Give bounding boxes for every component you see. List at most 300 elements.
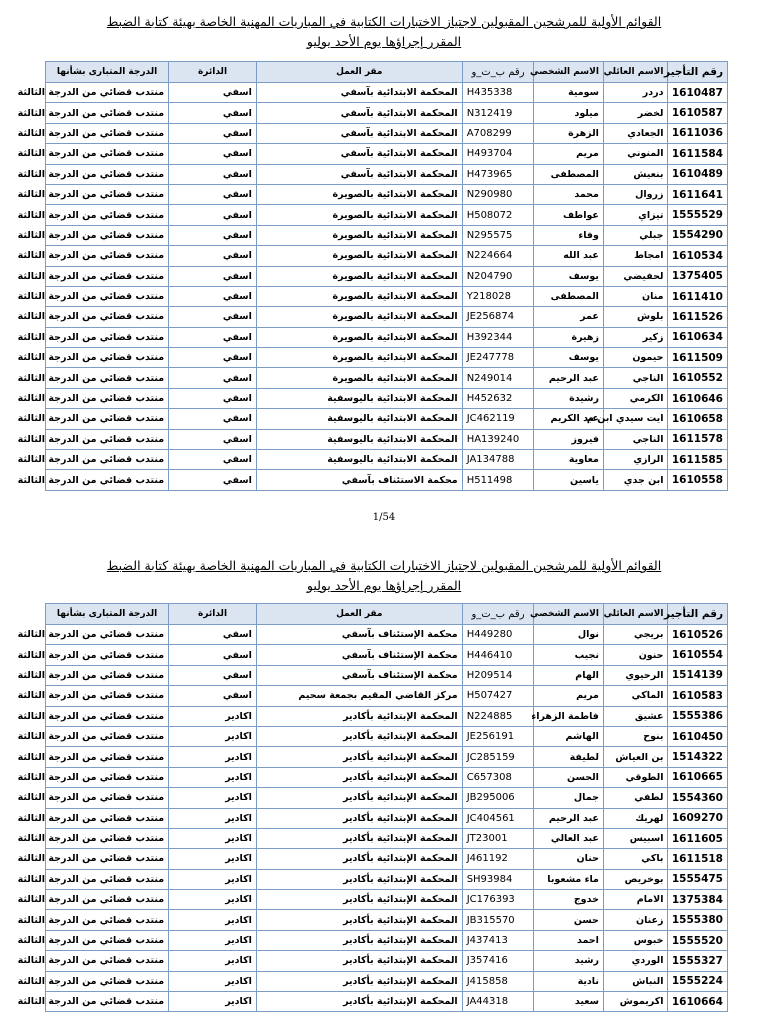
table-row: [46, 992, 728, 1012]
cell-workplace: المحكمة الإبتدائية بأكادير: [256, 767, 462, 787]
cell-workplace: المحكمة الإبتدائية بأكادير: [256, 869, 462, 889]
cell-first-name: عبد الرحيم: [534, 368, 604, 388]
cell-grade: منتدب قضائي من الدرجة الثالثة: [46, 83, 169, 103]
cell-grade: منتدب قضائي من الدرجة الثالثة: [46, 409, 169, 429]
table-row: [46, 706, 728, 726]
cell-workplace: المحكمة الابتدائية بالصويرة: [256, 368, 462, 388]
table-row: [46, 890, 728, 910]
table-body: [17, 625, 728, 1012]
cell-cin: H511498: [462, 470, 534, 490]
cell-cin: J357416: [462, 951, 534, 971]
cell-circuit: اسفي: [169, 348, 257, 368]
candidates-table: [17, 61, 728, 491]
cell-grade: منتدب قضائي من الدرجة الثالثة: [46, 164, 169, 184]
cell-family-name: منان: [603, 286, 668, 306]
cell-first-name: يوسف: [534, 266, 604, 286]
cell-first-name: حسن: [534, 910, 604, 930]
cell-workplace: المحكمة الإبتدائية بأكادير: [256, 788, 462, 808]
cell-first-name: عواطف: [534, 205, 604, 225]
table-row: [46, 184, 728, 204]
table-row: [46, 808, 728, 828]
cell-family-name: الطوقي: [603, 767, 668, 787]
cell-cin: SH93984: [462, 869, 534, 889]
cell-first-name: فاطمة الزهراء: [534, 706, 604, 726]
cell-circuit: اسفي: [169, 123, 257, 143]
cell-id: 1611578: [668, 429, 728, 449]
cell-circuit: اكادير: [169, 747, 257, 767]
cell-workplace: محكمة الإستئناف بآسفي: [256, 665, 462, 685]
table-row: [46, 327, 728, 347]
cell-workplace: المحكمة الابتدائية باليوسفية: [256, 429, 462, 449]
table-row: [46, 747, 728, 767]
cell-workplace: المحكمة الإبتدائية بأكادير: [256, 828, 462, 848]
cell-grade: منتدب قضائي من الدرجة الثالثة: [46, 665, 169, 685]
cell-grade: منتدب قضائي من الدرجة الثالثة: [46, 625, 169, 645]
cell-id: 1375405: [668, 266, 728, 286]
candidates-table: [17, 603, 728, 1012]
cell-grade: منتدب قضائي من الدرجة الثالثة: [46, 286, 169, 306]
cell-family-name: الامام: [603, 890, 668, 910]
table-row: [46, 246, 728, 266]
cell-circuit: اسفي: [169, 144, 257, 164]
cell-workplace: المحكمة الإبتدائية بأكادير: [256, 951, 462, 971]
cell-workplace: المحكمة الابتدائية بآسفي: [256, 144, 462, 164]
cell-first-name: الهام: [534, 665, 604, 685]
cell-family-name: المنوني: [603, 144, 668, 164]
cell-family-name: الماكي: [603, 686, 668, 706]
cell-circuit: اسفي: [169, 307, 257, 327]
cell-cin: H435338: [462, 83, 534, 103]
table-row: [46, 83, 728, 103]
cell-grade: منتدب قضائي من الدرجة الثالثة: [46, 869, 169, 889]
cell-cin: H452632: [462, 388, 534, 408]
cell-grade: منتدب قضائي من الدرجة الثالثة: [46, 890, 169, 910]
cell-family-name: زكير: [603, 327, 668, 347]
cell-circuit: اكادير: [169, 869, 257, 889]
header-circuit: الدائرة: [169, 604, 257, 625]
cell-cin: J415858: [462, 971, 534, 991]
cell-id: 1555520: [668, 930, 728, 950]
cell-workplace: المحكمة الإبتدائية بأكادير: [256, 747, 462, 767]
cell-first-name: يوسف: [534, 348, 604, 368]
cell-id: 1610489: [668, 164, 728, 184]
table-row: [46, 388, 728, 408]
cell-first-name: رشيد: [534, 951, 604, 971]
cell-family-name: الجعادي: [603, 123, 668, 143]
table-row: [46, 686, 728, 706]
header-family-name: الاسم العائلي: [603, 604, 668, 625]
cell-circuit: اسفي: [169, 205, 257, 225]
cell-circuit: اسفي: [169, 686, 257, 706]
cell-circuit: اسفي: [169, 625, 257, 645]
cell-workplace: المحكمة الإبتدائية بأكادير: [256, 726, 462, 746]
table-row: [46, 828, 728, 848]
table-header-row: [46, 62, 728, 83]
cell-cin: JB315570: [462, 910, 534, 930]
cell-first-name: الهاشم: [534, 726, 604, 746]
cell-family-name: بريجي: [603, 625, 668, 645]
table-row: [46, 368, 728, 388]
table-row: [46, 409, 728, 429]
cell-circuit: اسفي: [169, 266, 257, 286]
cell-first-name: مريم: [534, 686, 604, 706]
cell-grade: منتدب قضائي من الدرجة الثالثة: [46, 205, 169, 225]
cell-circuit: اسفي: [169, 103, 257, 123]
cell-family-name: بلوش: [603, 307, 668, 327]
cell-family-name: حيمون: [603, 348, 668, 368]
cell-cin: H508072: [462, 205, 534, 225]
page-subtitle: [0, 578, 768, 594]
cell-cin: J437413: [462, 930, 534, 950]
cell-grade: منتدب قضائي من الدرجة الثالثة: [46, 266, 169, 286]
cell-workplace: المحكمة الابتدائية بالصويرة: [256, 266, 462, 286]
table-row: [46, 767, 728, 787]
cell-workplace: المحكمة الابتدائية بالصويرة: [256, 307, 462, 327]
cell-grade: منتدب قضائي من الدرجة الثالثة: [46, 103, 169, 123]
cell-grade: منتدب قضائي من الدرجة الثالثة: [46, 307, 169, 327]
cell-first-name: ماء مشعوبا: [534, 869, 604, 889]
cell-circuit: اكادير: [169, 971, 257, 991]
cell-circuit: اسفي: [169, 645, 257, 665]
cell-circuit: اسفي: [169, 388, 257, 408]
cell-family-name: اكريموش: [603, 992, 668, 1012]
cell-id: 1610552: [668, 368, 728, 388]
table-row: [46, 951, 728, 971]
cell-id: 1555327: [668, 951, 728, 971]
cell-family-name: الوردي: [603, 951, 668, 971]
cell-circuit: اكادير: [169, 828, 257, 848]
cell-id: 1609270: [668, 808, 728, 828]
cell-cin: H392344: [462, 327, 534, 347]
cell-workplace: مركز القاضي المقيم بجمعة سحيم: [256, 686, 462, 706]
header-workplace: مقر العمل: [256, 62, 462, 83]
cell-workplace: المحكمة الابتدائية بالصويرة: [256, 348, 462, 368]
cell-id: 1554290: [668, 225, 728, 245]
cell-id: 1611605: [668, 828, 728, 848]
table-row: [46, 286, 728, 306]
cell-first-name: رشيدة: [534, 388, 604, 408]
cell-id: 1555475: [668, 869, 728, 889]
header-circuit: الدائرة: [169, 62, 257, 83]
header-first-name: الاسم الشخصي: [534, 62, 604, 83]
cell-family-name: تيزاي: [603, 205, 668, 225]
cell-id: 1610534: [668, 246, 728, 266]
table-row: [46, 103, 728, 123]
table-row: [46, 225, 728, 245]
cell-first-name: عبد العالي: [534, 828, 604, 848]
cell-family-name: اسبيس: [603, 828, 668, 848]
cell-family-name: امجاط: [603, 246, 668, 266]
cell-id: 1610558: [668, 470, 728, 490]
table-row: [46, 869, 728, 889]
cell-workplace: المحكمة الابتدائية بالصويرة: [256, 225, 462, 245]
cell-family-name: ايت سيدي ابن م: [603, 409, 668, 429]
cell-id: 1610554: [668, 645, 728, 665]
cell-circuit: اكادير: [169, 706, 257, 726]
cell-workplace: المحكمة الابتدائية بالصويرة: [256, 327, 462, 347]
cell-id: 1611518: [668, 849, 728, 869]
cell-first-name: الزهرة: [534, 123, 604, 143]
cell-first-name: ياسين: [534, 470, 604, 490]
cell-circuit: اكادير: [169, 849, 257, 869]
cell-first-name: سومية: [534, 83, 604, 103]
cell-grade: منتدب قضائي من الدرجة الثالثة: [46, 327, 169, 347]
cell-first-name: فيروز: [534, 429, 604, 449]
cell-circuit: اسفي: [169, 450, 257, 470]
cell-circuit: اسفي: [169, 286, 257, 306]
cell-cin: C657308: [462, 767, 534, 787]
cell-id: 1610646: [668, 388, 728, 408]
cell-grade: منتدب قضائي من الدرجة الثالثة: [46, 747, 169, 767]
cell-id: 1514139: [668, 665, 728, 685]
cell-cin: JA134788: [462, 450, 534, 470]
cell-first-name: سعيد: [534, 992, 604, 1012]
table-row: [46, 849, 728, 869]
cell-grade: منتدب قضائي من الدرجة الثالثة: [46, 849, 169, 869]
cell-grade: منتدب قضائي من الدرجة الثالثة: [46, 971, 169, 991]
cell-grade: منتدب قضائي من الدرجة الثالثة: [46, 184, 169, 204]
cell-family-name: لطفي: [603, 788, 668, 808]
cell-cin: N290980: [462, 184, 534, 204]
cell-first-name: معاوية: [534, 450, 604, 470]
cell-circuit: اسفي: [169, 83, 257, 103]
cell-grade: منتدب قضائي من الدرجة الثالثة: [46, 450, 169, 470]
cell-circuit: اسفي: [169, 665, 257, 685]
cell-first-name: عبد الرحيم: [534, 808, 604, 828]
table-row: [46, 266, 728, 286]
cell-cin: HA139240: [462, 429, 534, 449]
cell-id: 1610450: [668, 726, 728, 746]
subtitle-date: المقرر إجراؤها يوم الأحد يوليو: [306, 578, 462, 593]
cell-first-name: خدوج: [534, 890, 604, 910]
cell-id: 1610583: [668, 686, 728, 706]
cell-circuit: اسفي: [169, 409, 257, 429]
cell-first-name: زهيرة: [534, 327, 604, 347]
cell-circuit: اسفي: [169, 429, 257, 449]
header-id: رقم التأجير: [668, 62, 728, 83]
cell-family-name: بنعيش: [603, 164, 668, 184]
cell-family-name: دردر: [603, 83, 668, 103]
cell-id: 1611585: [668, 450, 728, 470]
cell-grade: منتدب قضائي من الدرجة الثالثة: [46, 348, 169, 368]
cell-workplace: المحكمة الإبتدائية بأكادير: [256, 910, 462, 930]
cell-grade: منتدب قضائي من الدرجة الثالثة: [46, 144, 169, 164]
cell-family-name: النباش: [603, 971, 668, 991]
cell-workplace: المحكمة الابتدائية باليوسفية: [256, 450, 462, 470]
cell-first-name: محمد: [534, 184, 604, 204]
cell-id: 1611641: [668, 184, 728, 204]
cell-id: 1610587: [668, 103, 728, 123]
cell-cin: N204790: [462, 266, 534, 286]
cell-id: 1555224: [668, 971, 728, 991]
table-row: [46, 788, 728, 808]
cell-family-name: زروال: [603, 184, 668, 204]
cell-first-name: حنان: [534, 849, 604, 869]
cell-id: 1610665: [668, 767, 728, 787]
cell-family-name: لحفيضي: [603, 266, 668, 286]
page-title: القوائم الأولية للمرشحين المقبولين لاجتياز الاختبارات الكتابية في المباريات المهنية الخاصة بهيئة كتابة الضبط: [106, 14, 662, 29]
cell-cin: JA44318: [462, 992, 534, 1012]
table-row: [46, 910, 728, 930]
cell-workplace: محكمة الإستئناف بآسفي: [256, 625, 462, 645]
cell-cin: JC176393: [462, 890, 534, 910]
cell-circuit: اسفي: [169, 470, 257, 490]
cell-family-name: الرحيوي: [603, 665, 668, 685]
table-header-row: [46, 604, 728, 625]
cell-grade: منتدب قضائي من الدرجة الثالثة: [46, 951, 169, 971]
table-row: [46, 470, 728, 490]
table-row: [46, 348, 728, 368]
cell-circuit: اكادير: [169, 808, 257, 828]
cell-family-name: بن العياش: [603, 747, 668, 767]
table-row: [46, 164, 728, 184]
cell-first-name: احمد: [534, 930, 604, 950]
cell-workplace: المحكمة الإبتدائية بأكادير: [256, 930, 462, 950]
page-number: 1/54: [372, 512, 396, 523]
cell-circuit: اكادير: [169, 788, 257, 808]
cell-cin: JE247778: [462, 348, 534, 368]
cell-workplace: المحكمة الابتدائية بالصويرة: [256, 184, 462, 204]
cell-family-name: ابن جدي: [603, 470, 668, 490]
cell-grade: منتدب قضائي من الدرجة الثالثة: [46, 930, 169, 950]
table-row: [46, 429, 728, 449]
cell-first-name: وفاء: [534, 225, 604, 245]
cell-id: 1610487: [668, 83, 728, 103]
table-row: [46, 971, 728, 991]
cell-workplace: المحكمة الإبتدائية بأكادير: [256, 992, 462, 1012]
cell-cin: N295575: [462, 225, 534, 245]
cell-workplace: المحكمة الابتدائية بآسفي: [256, 123, 462, 143]
cell-circuit: اسفي: [169, 164, 257, 184]
cell-workplace: محكمة الإستئناف بآسفي: [256, 645, 462, 665]
cell-grade: منتدب قضائي من الدرجة الثالثة: [46, 828, 169, 848]
cell-workplace: المحكمة الابتدائية بالصويرة: [256, 246, 462, 266]
cell-id: 1611509: [668, 348, 728, 368]
cell-id: 1610658: [668, 409, 728, 429]
cell-id: 1554360: [668, 788, 728, 808]
cell-first-name: عبد الله: [534, 246, 604, 266]
cell-cin: N224885: [462, 706, 534, 726]
cell-first-name: ميلود: [534, 103, 604, 123]
cell-grade: منتدب قضائي من الدرجة الثالثة: [46, 767, 169, 787]
cell-family-name: لهريك: [603, 808, 668, 828]
table-row: [46, 450, 728, 470]
cell-grade: منتدب قضائي من الدرجة الثالثة: [46, 992, 169, 1012]
cell-id: 1611584: [668, 144, 728, 164]
cell-first-name: نوال: [534, 625, 604, 645]
cell-id: 1611036: [668, 123, 728, 143]
table-row: [46, 123, 728, 143]
cell-grade: منتدب قضائي من الدرجة الثالثة: [46, 246, 169, 266]
cell-cin: N312419: [462, 103, 534, 123]
cell-circuit: اكادير: [169, 951, 257, 971]
table-row: [46, 665, 728, 685]
cell-cin: JB295006: [462, 788, 534, 808]
cell-family-name: باكي: [603, 849, 668, 869]
cell-circuit: اسفي: [169, 246, 257, 266]
cell-family-name: الناجي: [603, 368, 668, 388]
cell-first-name: لطيفة: [534, 747, 604, 767]
table-body: [17, 83, 728, 491]
table-row: [46, 625, 728, 645]
cell-cin: H209514: [462, 665, 534, 685]
cell-family-name: الكرمي: [603, 388, 668, 408]
cell-first-name: نجيب: [534, 645, 604, 665]
cell-family-name: بنوح: [603, 726, 668, 746]
cell-cin: JE256191: [462, 726, 534, 746]
table-row: [46, 144, 728, 164]
cell-cin: N249014: [462, 368, 534, 388]
cell-id: 1610664: [668, 992, 728, 1012]
cell-workplace: المحكمة الابتدائية باليوسفية: [256, 409, 462, 429]
cell-grade: منتدب قضائي من الدرجة الثالثة: [46, 123, 169, 143]
cell-grade: منتدب قضائي من الدرجة الثالثة: [46, 788, 169, 808]
header-grade: الدرجة المتبارى بشأنها: [46, 604, 169, 625]
cell-first-name: نادية: [534, 971, 604, 991]
cell-cin: A708299: [462, 123, 534, 143]
cell-circuit: اسفي: [169, 184, 257, 204]
cell-grade: منتدب قضائي من الدرجة الثالثة: [46, 686, 169, 706]
cell-family-name: لخضر: [603, 103, 668, 123]
cell-cin: H449280: [462, 625, 534, 645]
table-row: [46, 930, 728, 950]
cell-workplace: المحكمة الابتدائية بآسفي: [256, 103, 462, 123]
cell-grade: منتدب قضائي من الدرجة الثالثة: [46, 388, 169, 408]
cell-cin: Y218028: [462, 286, 534, 306]
cell-circuit: اكادير: [169, 910, 257, 930]
table-row: [46, 307, 728, 327]
cell-family-name: جبلي: [603, 225, 668, 245]
cell-family-name: خبوس: [603, 930, 668, 950]
table-row: [46, 726, 728, 746]
cell-circuit: اسفي: [169, 327, 257, 347]
cell-id: 1611410: [668, 286, 728, 306]
cell-family-name: الرازي: [603, 450, 668, 470]
header-grade: الدرجة المتبارى بشأنها: [46, 62, 169, 83]
cell-workplace: المحكمة الإبتدائية بأكادير: [256, 971, 462, 991]
cell-grade: منتدب قضائي من الدرجة الثالثة: [46, 368, 169, 388]
cell-grade: منتدب قضائي من الدرجة الثالثة: [46, 225, 169, 245]
header-cin: رقم ب_ت_و: [462, 62, 534, 83]
cell-cin: J461192: [462, 849, 534, 869]
cell-workplace: المحكمة الابتدائية باليوسفية: [256, 388, 462, 408]
header-workplace: مقر العمل: [256, 604, 462, 625]
cell-cin: H473965: [462, 164, 534, 184]
cell-workplace: محكمة الاستئناف بآسفي: [256, 470, 462, 490]
cell-workplace: المحكمة الابتدائية بآسفي: [256, 83, 462, 103]
cell-id: 1611526: [668, 307, 728, 327]
cell-id: 1610634: [668, 327, 728, 347]
cell-workplace: المحكمة الإبتدائية بأكادير: [256, 890, 462, 910]
header-family-name: الاسم العائلي: [603, 62, 668, 83]
cell-id: 1375384: [668, 890, 728, 910]
cell-first-name: الحسن: [534, 767, 604, 787]
cell-workplace: المحكمة الابتدائية بالصويرة: [256, 286, 462, 306]
cell-circuit: اكادير: [169, 890, 257, 910]
cell-id: 1514322: [668, 747, 728, 767]
cell-cin: H507427: [462, 686, 534, 706]
cell-grade: منتدب قضائي من الدرجة الثالثة: [46, 808, 169, 828]
cell-cin: H446410: [462, 645, 534, 665]
cell-grade: منتدب قضائي من الدرجة الثالثة: [46, 645, 169, 665]
cell-circuit: اكادير: [169, 726, 257, 746]
header-first-name: الاسم الشخصي: [534, 604, 604, 625]
cell-first-name: عبد الكريم: [534, 409, 604, 429]
cell-grade: منتدب قضائي من الدرجة الثالثة: [46, 470, 169, 490]
table-row: [46, 645, 728, 665]
cell-circuit: اسفي: [169, 368, 257, 388]
page-subtitle: [0, 34, 768, 50]
